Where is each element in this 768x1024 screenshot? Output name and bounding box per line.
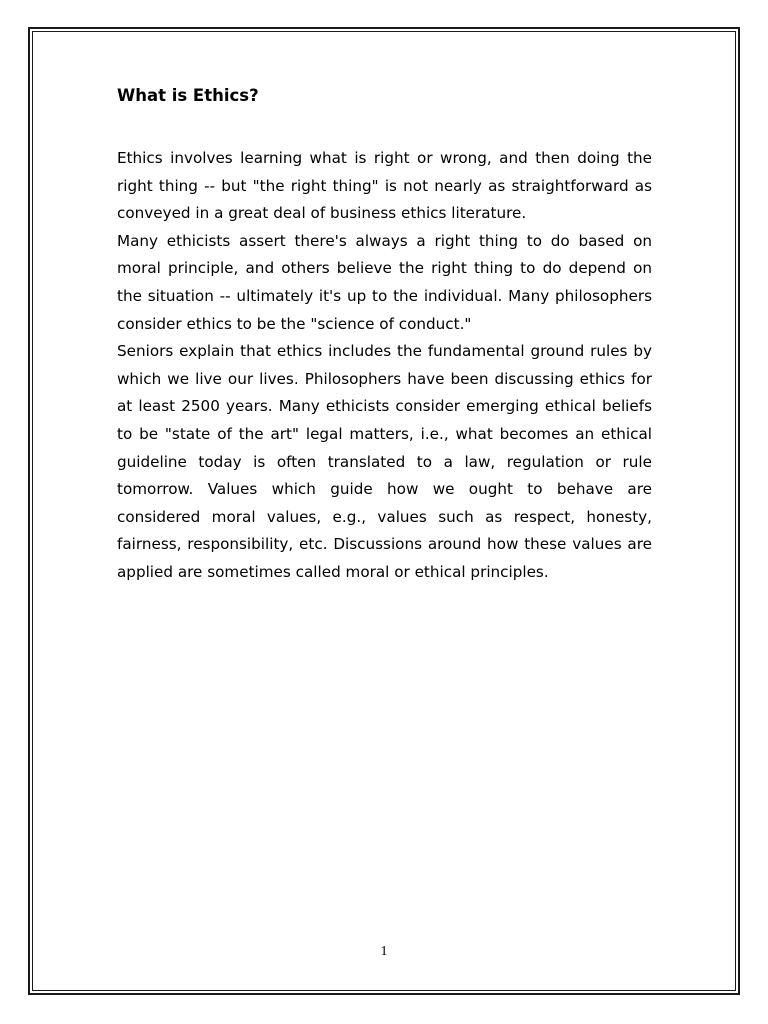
paragraph-2: Many ethicists assert there's always a right thing to do based on moral principle, and others believe the right thing to do depend on the situation -- ultimately it's up to the individual. Many philosophers consider ethics to be the "science of conduct.": [117, 231, 652, 333]
document-body: [117, 84, 652, 587]
paragraph-1: Ethics involves learning what is right or wrong, and then doing the right thing -- but "the right thing" is not nearly as straightforward as conveyed in a great deal of business ethics literature.: [117, 149, 652, 223]
paragraph-3: Seniors explain that ethics includes the fundamental ground rules by which we live our lives. Philosophers have been discussing ethics for at least 2500 years. Many ethicists consider emerging ethical beliefs to be "state of the art" legal matters, i.e., what becomes an ethical guideline today is often translated to a law, regulation or rule tomorrow. Values which guide how we ought to behave are considered moral values, e.g., values such as respect, honesty, fairness, responsibility, etc. Discussions around how these values are applied are sometimes called moral or ethical principles.: [117, 342, 652, 581]
document-heading: What is Ethics?: [117, 86, 259, 105]
page-number: 1: [380, 944, 388, 959]
